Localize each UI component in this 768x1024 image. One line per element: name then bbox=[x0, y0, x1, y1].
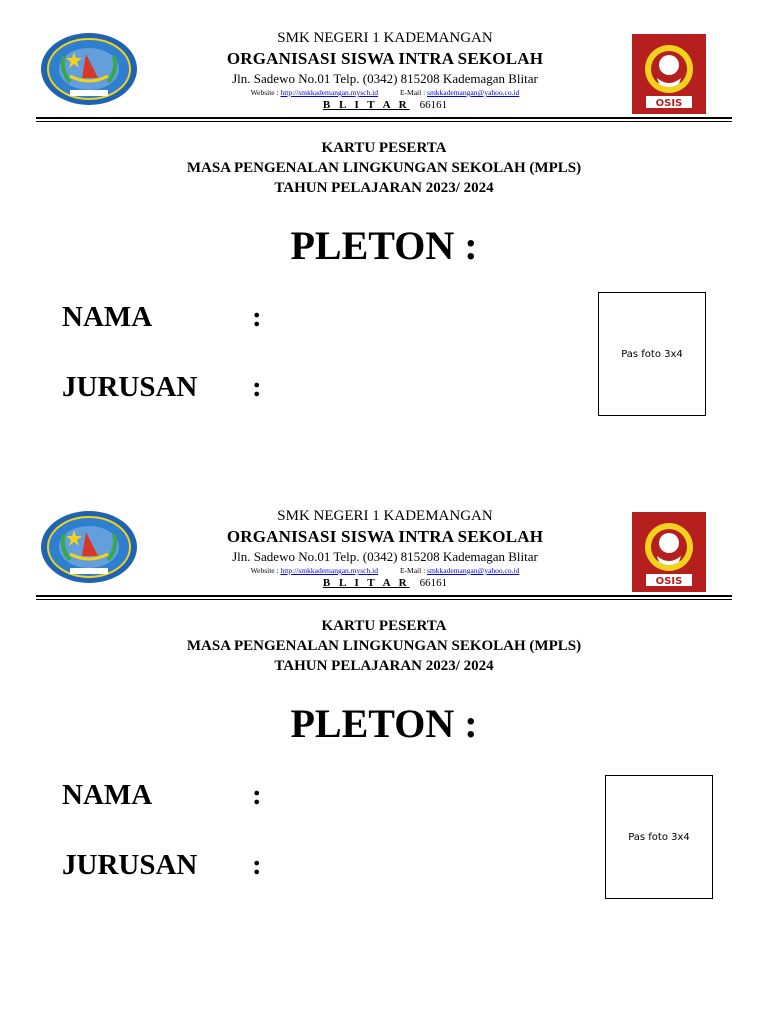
title-line: MASA PENGENALAN LINGKUNGAN SEKOLAH (MPLS) bbox=[186, 160, 582, 176]
title-line: TAHUN PELAJARAN 2023/ 2024 bbox=[274, 658, 494, 674]
major-colon: : bbox=[252, 849, 262, 881]
name-label: NAMA bbox=[62, 779, 153, 811]
major-field bbox=[62, 370, 262, 404]
website-link[interactable]: http://smkkademangan.mysch.id bbox=[280, 566, 378, 575]
name-colon: : bbox=[252, 779, 262, 811]
photo-box bbox=[605, 775, 713, 899]
major-label: JURUSAN bbox=[62, 849, 198, 881]
card-title bbox=[0, 138, 768, 198]
photo-label: Pas foto 3x4 bbox=[628, 831, 690, 843]
email-link[interactable]: smkkademangan@yahoo.co.id bbox=[427, 566, 520, 575]
osis-logo bbox=[632, 512, 706, 592]
school-logo bbox=[40, 510, 138, 584]
email-link[interactable]: smkkademangan@yahoo.co.id bbox=[427, 88, 520, 97]
website-link[interactable]: http://smkkademangan.mysch.id bbox=[280, 88, 378, 97]
major-field bbox=[62, 848, 262, 882]
svg-text:OSIS: OSIS bbox=[655, 576, 683, 587]
participant-card bbox=[0, 22, 768, 512]
email-label: E-Mail : bbox=[399, 88, 428, 97]
contact-line bbox=[150, 88, 620, 98]
contact-line bbox=[150, 566, 620, 576]
svg-text:OSIS: OSIS bbox=[655, 98, 683, 109]
city-name: B L I T A R bbox=[322, 99, 410, 111]
school-address: Jln. Sadewo No.01 Telp. (0342) 815208 Kademagan Blitar bbox=[232, 71, 538, 86]
major-label: JURUSAN bbox=[62, 371, 198, 403]
osis-logo bbox=[632, 34, 706, 114]
organization-name: ORGANISASI SISWA INTRA SEKOLAH bbox=[226, 49, 544, 68]
title-line: TAHUN PELAJARAN 2023/ 2024 bbox=[274, 180, 494, 196]
card-title bbox=[0, 616, 768, 676]
city-line bbox=[150, 98, 620, 112]
photo-label: Pas foto 3x4 bbox=[621, 348, 683, 360]
name-field bbox=[62, 778, 262, 812]
postal-code: 66161 bbox=[419, 577, 448, 589]
name-colon: : bbox=[252, 301, 262, 333]
school-name: SMK NEGERI 1 KADEMANGAN bbox=[277, 30, 493, 46]
website-label: Website : bbox=[250, 88, 281, 97]
header-divider-thick bbox=[36, 117, 732, 119]
letterhead bbox=[150, 28, 620, 112]
title-line: MASA PENGENALAN LINGKUNGAN SEKOLAH (MPLS) bbox=[186, 638, 582, 654]
school-name: SMK NEGERI 1 KADEMANGAN bbox=[277, 508, 493, 524]
header-divider-thin bbox=[36, 599, 732, 600]
school-logo bbox=[40, 32, 138, 106]
major-colon: : bbox=[252, 371, 262, 403]
name-field bbox=[62, 300, 262, 334]
organization-name: ORGANISASI SISWA INTRA SEKOLAH bbox=[226, 527, 544, 546]
letterhead bbox=[150, 506, 620, 590]
photo-box bbox=[598, 292, 706, 416]
city-name: B L I T A R bbox=[322, 577, 410, 589]
pleton-heading: PLETON : bbox=[290, 223, 478, 268]
website-label: Website : bbox=[250, 566, 281, 575]
pleton-heading: PLETON : bbox=[290, 701, 478, 746]
city-line bbox=[150, 576, 620, 590]
title-line: KARTU PESERTA bbox=[321, 618, 447, 634]
postal-code: 66161 bbox=[419, 99, 448, 111]
header-divider-thick bbox=[36, 595, 732, 597]
participant-card bbox=[0, 500, 768, 990]
email-label: E-Mail : bbox=[399, 566, 428, 575]
header-divider-thin bbox=[36, 121, 732, 122]
title-line: KARTU PESERTA bbox=[321, 140, 447, 156]
school-address: Jln. Sadewo No.01 Telp. (0342) 815208 Kademagan Blitar bbox=[232, 549, 538, 564]
name-label: NAMA bbox=[62, 301, 153, 333]
